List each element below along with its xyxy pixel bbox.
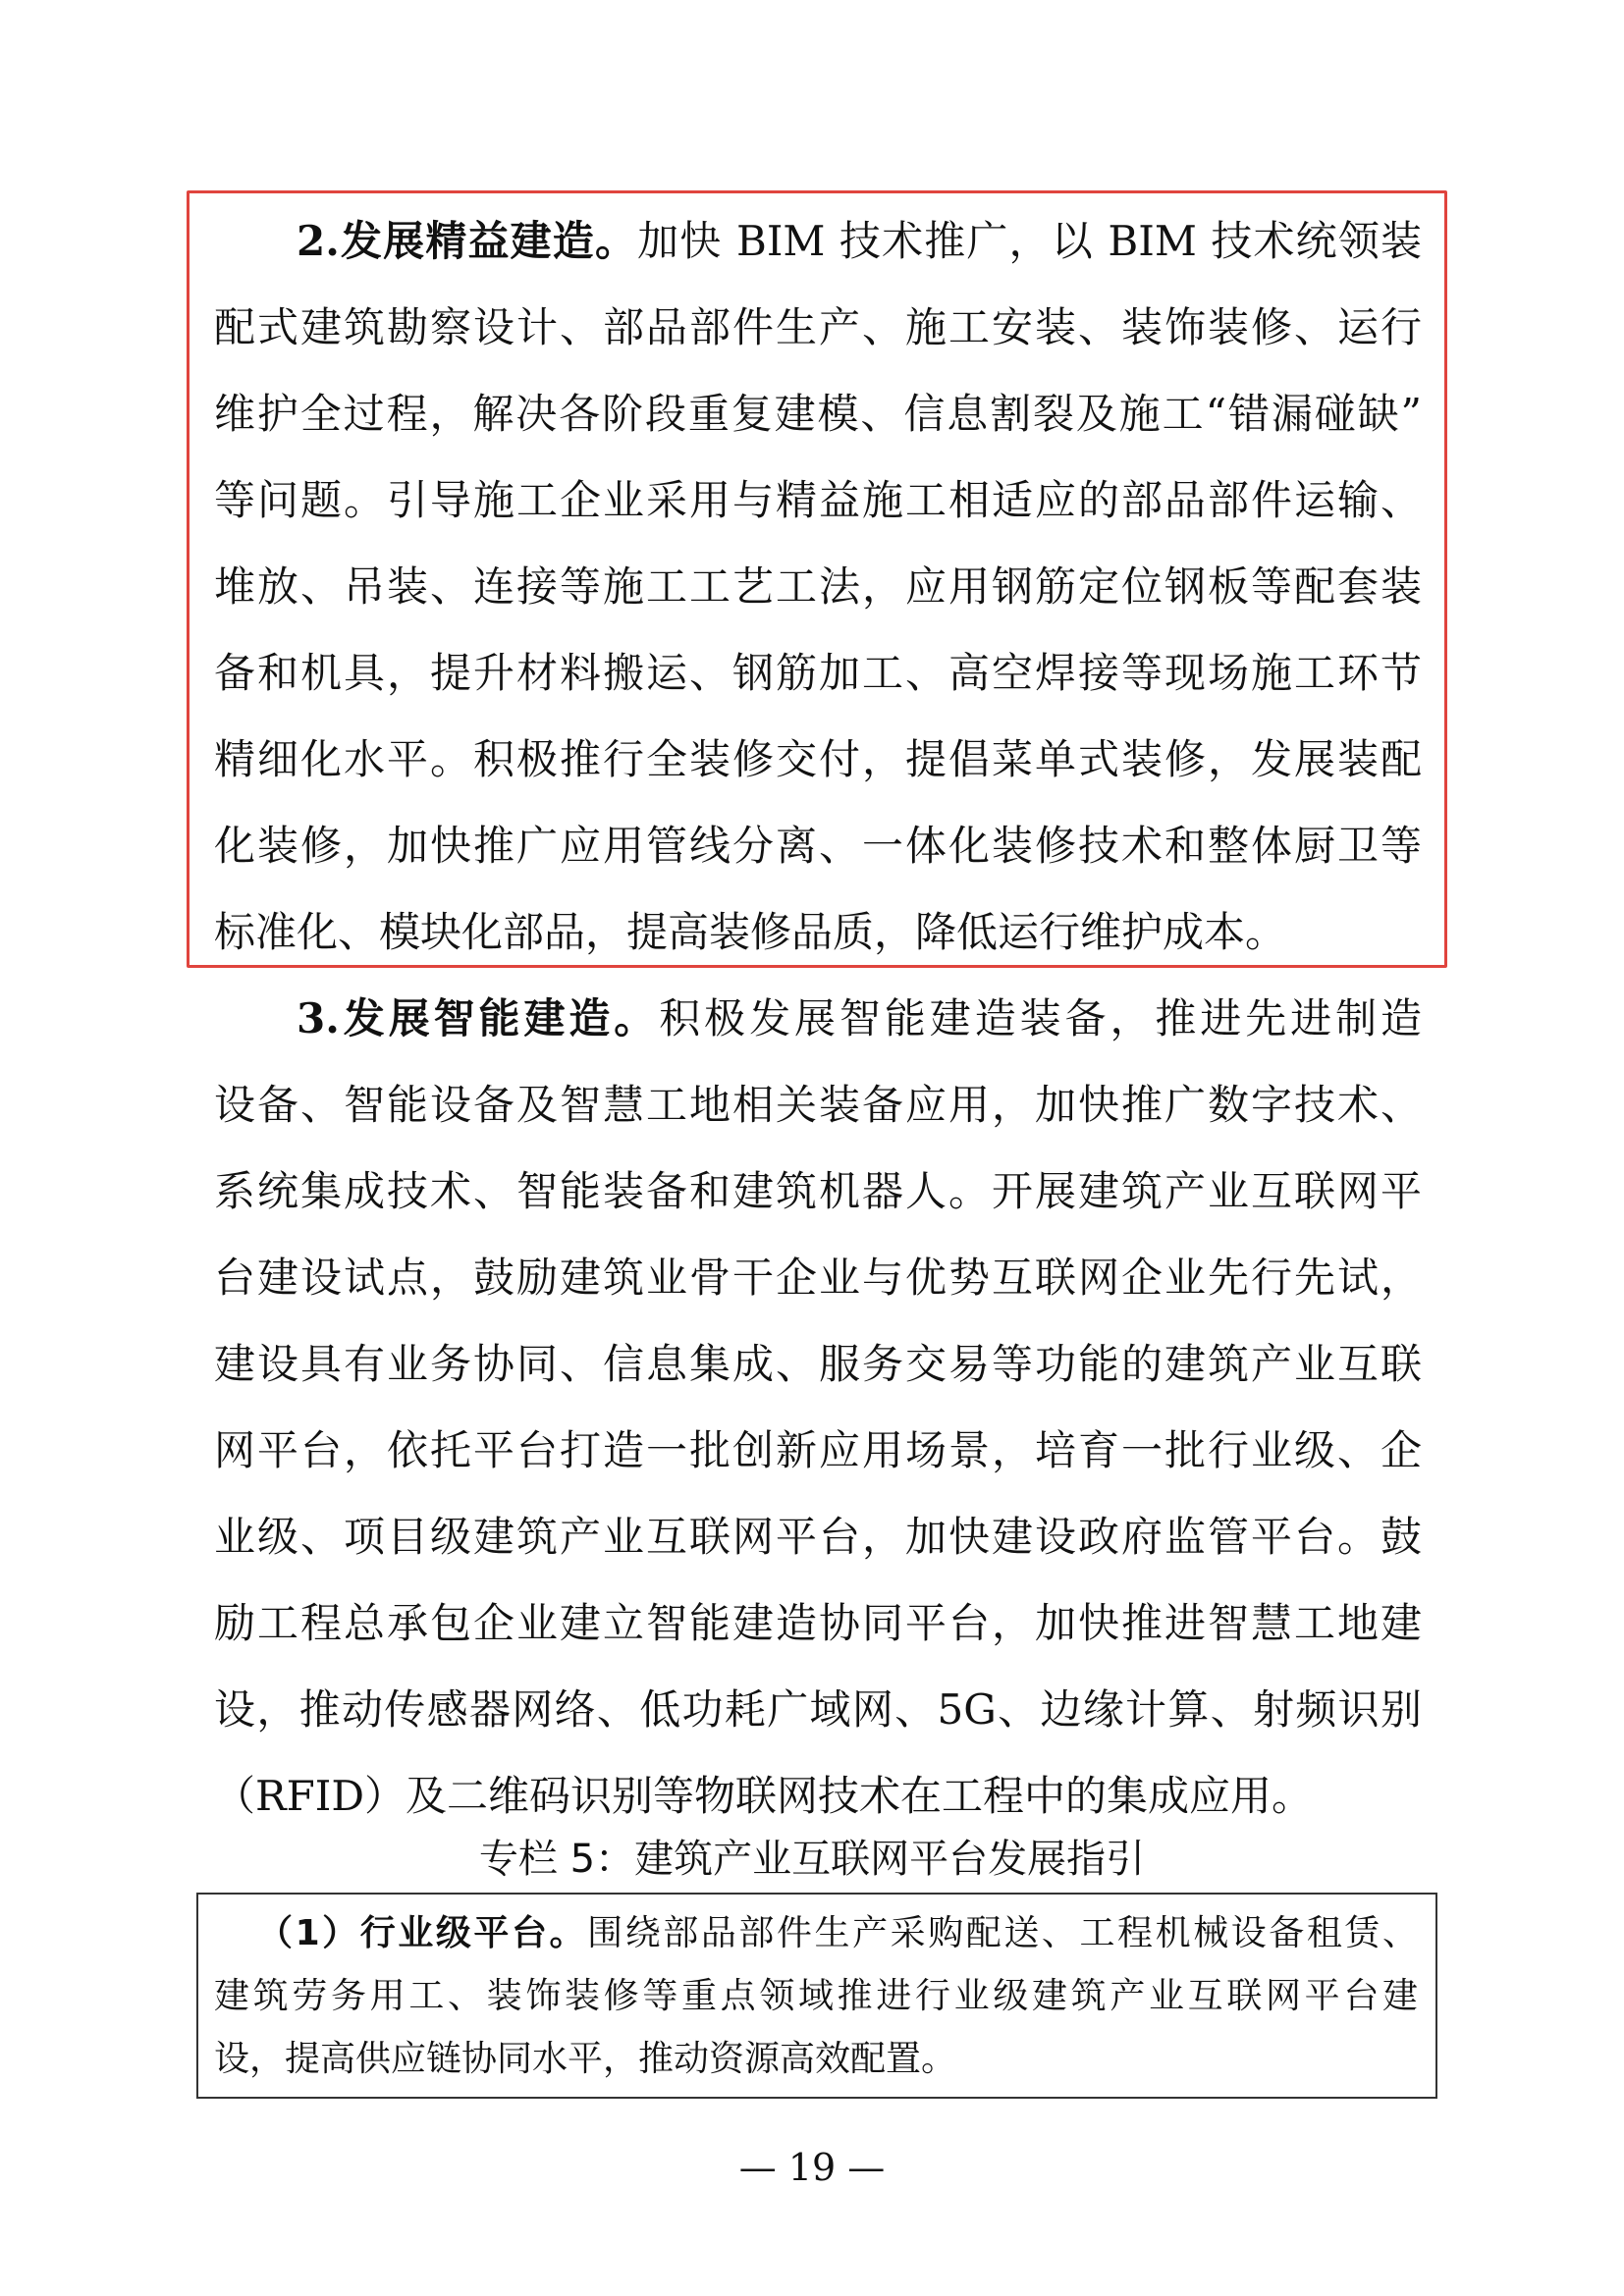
column-heading: （1）行业级平台。 (257, 1913, 588, 1953)
section2-line-1 (297, 198, 1422, 285)
section3-line-1 (297, 976, 1422, 1062)
section2-line-8: 化装修，加快推广应用管线分离、一体化装修技术和整体厨卫等 (214, 822, 1422, 870)
page-number: — 19 — (738, 2146, 886, 2189)
section2-line-6: 备和机具，提升材料搬运、钢筋加工、高空焊接等现场施工环节 (214, 649, 1422, 697)
section3-line-8: 励工程总承包企业建立智能建造协同平台，加快推进智慧工地建 (214, 1599, 1422, 1647)
column-line-3: 设，提高供应链协同水平，推动资源高效配置。 (214, 2039, 957, 2079)
section2-line-7: 精细化水平。积极推行全装修交付，提倡菜单式装修，发展装配 (214, 735, 1422, 783)
section3-line-4: 台建设试点，鼓励建筑业骨干企业与优势互联网企业先行先试， (214, 1254, 1422, 1302)
section2-line-2: 配式建筑勘察设计、部品部件生产、施工安装、装饰装修、运行 (214, 303, 1422, 351)
section2-line-5: 堆放、吊装、连接等施工工艺工法，应用钢筋定位钢板等配套装 (214, 562, 1422, 611)
section3-line-2: 设备、智能设备及智慧工地相关装备应用，加快推广数字技术、 (214, 1081, 1422, 1129)
section3-line-9: 设，推动传感器网络、低功耗广域网、5G、边缘计算、射频识别 (214, 1685, 1422, 1734)
section2-text: 加快 BIM 技术推广，以 BIM 技术统领装 (637, 217, 1422, 265)
section3-text: 积极发展智能建造装备，推进先进制造 (659, 994, 1422, 1042)
column-line-2: 建筑劳务用工、装饰装修等重点领域推进行业级建筑产业互联网平台建 (214, 1976, 1418, 2016)
section3-line-5: 建设具有业务协同、信息集成、服务交易等功能的建筑产业互联 (214, 1340, 1422, 1388)
column-text: 围绕部品部件生产采购配送、工程机械设备租赁、 (587, 1913, 1418, 1953)
column-title: 专栏 5：建筑产业互联网平台发展指引 (478, 1837, 1146, 1882)
section2-line-9: 标准化、模块化部品，提高装修品质，降低运行维护成本。 (214, 908, 1287, 956)
section3-heading: 3.发展智能建造。 (297, 994, 660, 1042)
section2-line-4: 等问题。引导施工企业采用与精益施工相适应的部品部件运输、 (214, 476, 1422, 524)
section3-line-10: （RFID）及二维码识别等物联网技术在工程中的集成应用。 (214, 1772, 1314, 1820)
section3-line-3: 系统集成技术、智能装备和建筑机器人。开展建筑产业互联网平 (214, 1167, 1422, 1215)
section3-line-6: 网平台，依托平台打造一批创新应用场景，培育一批行业级、企 (214, 1426, 1422, 1474)
column-line-1 (257, 1902, 1418, 1965)
section2-line-3: 维护全过程，解决各阶段重复建模、信息割裂及施工“错漏碰缺” (214, 390, 1422, 438)
section2-heading: 2.发展精益建造。 (297, 217, 638, 265)
section3-line-7: 业级、项目级建筑产业互联网平台，加快建设政府监管平台。鼓 (214, 1513, 1422, 1561)
